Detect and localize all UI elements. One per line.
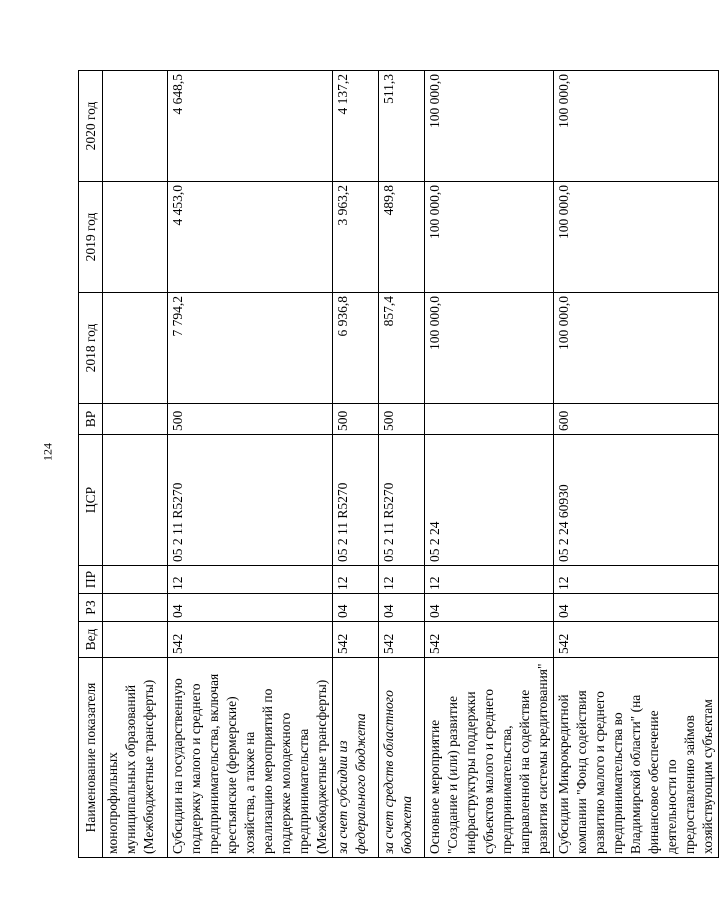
rotated-table-wrapper bbox=[78, 70, 715, 858]
row-name: Субсидии на государственную поддержку малого и среднего предпринимательства, включая крестьянские (фермерские) хозяйства, а также на реализацию мероприятий по поддержке молодежного предпринимательства (Межбюджетные трансферты) bbox=[168, 658, 333, 858]
header-csr: ЦСР bbox=[79, 435, 103, 566]
row-2020: 100 000,0 bbox=[554, 71, 719, 182]
row-vr: 500 bbox=[379, 404, 425, 435]
header-name: Наименование показателя bbox=[79, 658, 103, 858]
row-2018: 857,4 bbox=[379, 293, 425, 404]
row-2019: 100 000,0 bbox=[425, 182, 554, 293]
row-rz bbox=[103, 594, 168, 622]
row-pr: 12 bbox=[168, 566, 333, 594]
row-csr: 05 2 11 R5270 bbox=[379, 435, 425, 566]
row-name: Основное мероприятие "Создание и (или) развитие инфраструктуры поддержки субъектов малого и среднего предпринимательства, направленной на содействие развития системы кредитования" bbox=[425, 658, 554, 858]
header-rz: РЗ bbox=[79, 594, 103, 622]
header-pr: ПР bbox=[79, 566, 103, 594]
row-vr: 600 bbox=[554, 404, 719, 435]
header-vr: ВР bbox=[79, 404, 103, 435]
row-pr bbox=[103, 566, 168, 594]
row-name: монопрофильных муниципальных образований (Межбюджетные трансферты) bbox=[103, 658, 168, 858]
page-number: 124 bbox=[40, 443, 55, 461]
header-2018: 2018 год bbox=[79, 293, 103, 404]
row-vr bbox=[425, 404, 554, 435]
row-csr: 05 2 24 bbox=[425, 435, 554, 566]
row-2019 bbox=[103, 182, 168, 293]
row-pr: 12 bbox=[554, 566, 719, 594]
table-row bbox=[425, 71, 554, 858]
row-ved: 542 bbox=[379, 622, 425, 658]
row-2020: 511,3 bbox=[379, 71, 425, 182]
row-vr: 500 bbox=[333, 404, 379, 435]
row-rz: 04 bbox=[425, 594, 554, 622]
row-csr: 05 2 11 R5270 bbox=[168, 435, 333, 566]
row-csr bbox=[103, 435, 168, 566]
row-csr: 05 2 11 R5270 bbox=[333, 435, 379, 566]
row-rz: 04 bbox=[554, 594, 719, 622]
table-row bbox=[379, 71, 425, 858]
table-row bbox=[168, 71, 333, 858]
row-2018: 100 000,0 bbox=[425, 293, 554, 404]
row-rz: 04 bbox=[333, 594, 379, 622]
row-2018: 7 794,2 bbox=[168, 293, 333, 404]
row-ved: 542 bbox=[168, 622, 333, 658]
budget-table bbox=[78, 70, 719, 858]
header-ved: Вед bbox=[79, 622, 103, 658]
row-rz: 04 bbox=[379, 594, 425, 622]
table-row bbox=[554, 71, 719, 858]
row-name: за счет средств областного бюджета bbox=[379, 658, 425, 858]
row-csr: 05 2 24 60930 bbox=[554, 435, 719, 566]
row-2020: 100 000,0 bbox=[425, 71, 554, 182]
row-pr: 12 bbox=[379, 566, 425, 594]
row-rz: 04 bbox=[168, 594, 333, 622]
row-2018: 100 000,0 bbox=[554, 293, 719, 404]
row-name: Субсидии Микрокредитной компании "Фонд содействия развитию малого и среднего предпринимательства во Владимирской области" (на финансовое обеспечение деятельности по предоставлению займов хозяйствующим субъектам bbox=[554, 658, 719, 858]
row-pr: 12 bbox=[425, 566, 554, 594]
table-header-row bbox=[79, 71, 103, 858]
table-row bbox=[103, 71, 168, 858]
row-2020: 4 137,2 bbox=[333, 71, 379, 182]
row-2019: 489,8 bbox=[379, 182, 425, 293]
row-2020: 4 648,5 bbox=[168, 71, 333, 182]
header-2020: 2020 год bbox=[79, 71, 103, 182]
header-2019: 2019 год bbox=[79, 182, 103, 293]
table-row bbox=[333, 71, 379, 858]
row-vr bbox=[103, 404, 168, 435]
row-2018 bbox=[103, 293, 168, 404]
row-ved: 542 bbox=[333, 622, 379, 658]
row-ved: 542 bbox=[425, 622, 554, 658]
row-2019: 3 963,2 bbox=[333, 182, 379, 293]
row-2019: 100 000,0 bbox=[554, 182, 719, 293]
row-ved bbox=[103, 622, 168, 658]
row-ved: 542 bbox=[554, 622, 719, 658]
row-2019: 4 453,0 bbox=[168, 182, 333, 293]
row-2020 bbox=[103, 71, 168, 182]
row-vr: 500 bbox=[168, 404, 333, 435]
row-name: за счет субсидии из федерального бюджета bbox=[333, 658, 379, 858]
row-2018: 6 936,8 bbox=[333, 293, 379, 404]
row-pr: 12 bbox=[333, 566, 379, 594]
